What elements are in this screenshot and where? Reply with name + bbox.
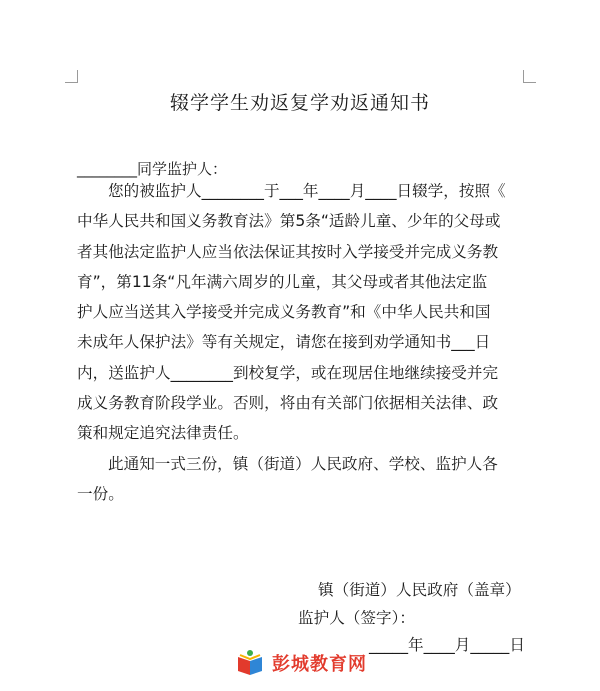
document-title: 辍学学生劝返复学劝返通知书 — [169, 92, 430, 114]
salutation: ________同学监护人： — [77, 160, 228, 178]
text-line: 中华人民共和国义务教育法》第5条“适龄儿童、少年的父母或 — [77, 212, 501, 231]
text-line: 者其他法定监护人应当依法保证其按时入学接受并完成义务教 — [77, 242, 499, 261]
book-logo-icon — [234, 649, 266, 677]
date-line: _____年____月_____日 — [369, 636, 525, 654]
crop-mark-top-left — [65, 70, 78, 83]
paragraph-notice — [77, 176, 527, 449]
crop-mark-top-right — [523, 70, 536, 83]
government-seal-line: 镇（街道）人民政府（盖章） — [318, 581, 521, 599]
paragraph-copies — [77, 449, 527, 510]
watermark-logo — [234, 648, 367, 678]
text-line: 此通知一式三份，镇（街道）人民政府、学校、监护人各 — [108, 454, 498, 473]
text-line: 未成年人保护法》等有关规定，请您在接到劝学通知书___日 — [77, 333, 491, 352]
guardian-signature-line: 监护人（签字）： — [298, 609, 415, 627]
watermark-text: 彭城教育网 — [272, 654, 367, 675]
text-line: 内，送监护人________到校复学，或在现居住地继续接受并完 — [77, 363, 499, 382]
text-line: 一份。 — [77, 484, 124, 503]
text-line: 您的被监护人________于___年____月____日辍学，按照《 — [108, 182, 506, 200]
text-line: 护人应当送其入学接受并完成义务教育”和《中华人民共和国 — [77, 303, 491, 322]
document-body — [77, 176, 527, 509]
text-line: 成义务教育阶段学业。否则，将由有关部门依据相关法律、政 — [77, 394, 499, 413]
text-line: 策和规定追究法律责任。 — [77, 424, 249, 443]
text-line: 育”，第11条“凡年满六周岁的儿童，其父母或者其他法定监 — [77, 272, 488, 291]
